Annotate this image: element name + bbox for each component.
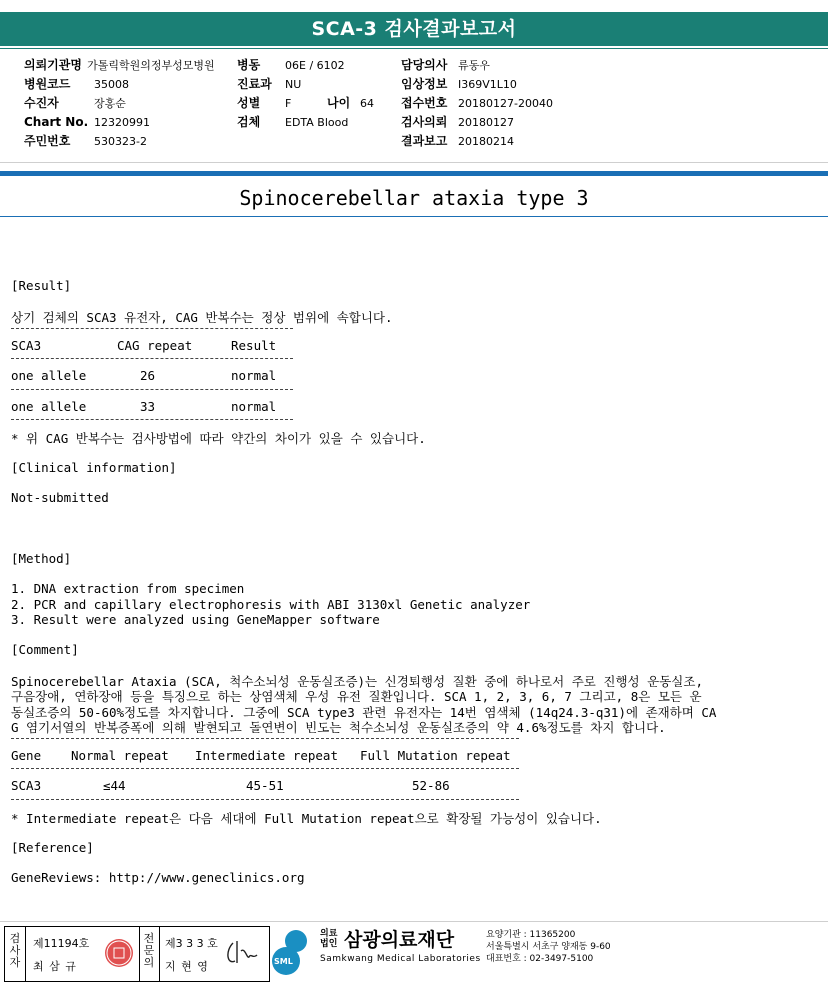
- row2-result: normal: [231, 399, 277, 414]
- col-header-intermediate: Intermediate repeat: [195, 748, 338, 763]
- label-hospital-code: 병원코드: [24, 77, 71, 91]
- col-header-normal: Normal repeat: [71, 748, 169, 763]
- row2-allele: one allele: [11, 399, 87, 414]
- report-title-bar: [0, 12, 828, 46]
- label-hospital: 의뢰기관명: [24, 58, 82, 72]
- label-specimen: 검체: [237, 115, 261, 129]
- comment-line-2: 구음장애, 연하장애 등을 특징으로 하는 상염색체 우성 유전 질환입니다. SCA 1, 2, 3, 6, 7 그리고, 8은 모든 운: [11, 689, 702, 704]
- value-hospital: 가톨릭학원의정부성모병원: [87, 59, 215, 72]
- comment-line-4: G 염기서열의 반복증폭에 의해 발현되고 돌연변이 빈도는 척수소뇌성 운동실조증의 약 4.6%정도를 차지 합니다.: [11, 720, 666, 735]
- org-phone: 대표번호 : 02-3497-5100: [486, 954, 594, 964]
- reviewer-label: 전문의: [143, 932, 155, 969]
- row1-cag: 26: [140, 368, 156, 383]
- comment-heading: [Comment]: [11, 642, 79, 657]
- label-sex: 성별: [237, 96, 261, 110]
- range-full-mutation: 52-86: [412, 778, 450, 793]
- label-doctor: 담당의사: [401, 58, 448, 72]
- section-divider: [0, 171, 828, 176]
- label-department: 진료과: [237, 77, 272, 91]
- method-item-1: 1. DNA extraction from specimen: [11, 581, 245, 596]
- value-request-date: 20180127: [458, 116, 514, 129]
- row2-cag: 33: [140, 399, 156, 414]
- handwritten-signature: [223, 937, 261, 969]
- examiner-label: 검사자: [9, 932, 21, 969]
- footer-divider: [0, 921, 828, 922]
- reviewer-name: 지 현 영: [165, 960, 209, 973]
- row1-allele: one allele: [11, 368, 87, 383]
- table-divider: [11, 419, 293, 420]
- signature-box: [4, 926, 270, 982]
- result-note: * 위 CAG 반복수는 검사방법에 따라 약간의 차이가 있을 수 있습니다.: [11, 431, 426, 446]
- label-ward: 병동: [237, 58, 261, 72]
- reviewer-license: 제3 3 3 호: [165, 937, 218, 950]
- org-institution-code: 요양기관 : 11365200: [486, 930, 576, 940]
- row1-result: normal: [231, 368, 277, 383]
- value-ward: 06E / 6102: [285, 59, 345, 72]
- test-name-heading: Spinocerebellar ataxia type 3: [239, 186, 589, 210]
- org-address: 서울특별시 서초구 양재동 9-60: [486, 942, 611, 952]
- label-patient: 수진자: [24, 96, 59, 110]
- table-divider: [11, 328, 293, 329]
- comment-note: * Intermediate repeat은 다음 세대에 Full Mutation repeat으로 확장될 가능성이 있습니다.: [11, 811, 602, 826]
- label-age: 나이: [327, 96, 351, 110]
- col-header-gene: SCA3: [11, 338, 42, 353]
- comment-line-1: Spinocerebellar Ataxia (SCA, 척수소뇌성 운동실조증)는 신경퇴행성 질환 중에 하나로서 주로 진행성 운동실조,: [11, 674, 703, 689]
- logo-badge-text: SML: [274, 957, 293, 966]
- col-header-full-mutation: Full Mutation repeat: [360, 748, 511, 763]
- table-divider: [11, 738, 519, 739]
- range-normal: ≤44: [103, 778, 126, 793]
- official-seal: [105, 939, 133, 967]
- value-specimen: EDTA Blood: [285, 116, 349, 129]
- value-sex: F: [285, 97, 292, 110]
- value-age: 64: [360, 97, 374, 110]
- value-hospital-code: 35008: [94, 78, 129, 91]
- col-header-gene: Gene: [11, 748, 42, 763]
- table-divider: [11, 389, 293, 390]
- label-chart-no: Chart No.: [24, 115, 89, 129]
- table-divider: [11, 768, 519, 769]
- range-gene: SCA3: [11, 778, 42, 793]
- org-prefix: 의료법인: [320, 929, 338, 949]
- value-chart-no: 12320991: [94, 116, 150, 129]
- patient-info-header: [0, 50, 828, 163]
- org-name: 삼광의료재단: [344, 929, 455, 951]
- sml-logo-icon: [270, 927, 320, 977]
- clinical-text: Not-submitted: [11, 490, 109, 505]
- clinical-heading: [Clinical information]: [11, 460, 177, 475]
- col-header-cag: CAG repeat: [117, 338, 193, 353]
- reference-text: GeneReviews: http://www.geneclinics.org: [11, 870, 305, 885]
- info-column-1: [24, 54, 215, 149]
- result-summary: 상기 검체의 SCA3 유전자, CAG 반복수는 정상 범위에 속합니다.: [11, 310, 393, 325]
- org-info: [486, 929, 611, 965]
- examiner-name: 최 삼 규: [33, 960, 77, 973]
- info-column-3: [401, 54, 553, 149]
- method-heading: [Method]: [11, 551, 72, 566]
- value-department: NU: [285, 78, 302, 91]
- value-receipt-no: 20180127-20040: [458, 97, 553, 110]
- label-id-number: 주민번호: [24, 134, 71, 148]
- method-item-2: 2. PCR and capillary electrophoresis with ABI 3130xl Genetic analyzer: [11, 597, 531, 612]
- table-divider: [11, 358, 293, 359]
- value-id-number: 530323-2: [94, 135, 147, 148]
- table-divider: [11, 799, 519, 800]
- comment-line-3: 동실조증의 50-60%정도를 차지합니다. 그중에 SCA type3 관련 유전자는 14번 염색체 (14q24.3-q31)에 존재하며 CA: [11, 705, 717, 720]
- label-report-date: 결과보고: [401, 134, 448, 148]
- method-item-3: 3. Result were analyzed using GeneMapper software: [11, 612, 380, 627]
- col-header-result: Result: [231, 338, 277, 353]
- label-clinical-info: 임상정보: [401, 77, 448, 91]
- info-column-2: [237, 54, 374, 130]
- range-intermediate: 45-51: [246, 778, 284, 793]
- result-heading: [Result]: [11, 278, 72, 293]
- report-title: SCA-3 검사결과보고서: [311, 18, 517, 40]
- value-report-date: 20180214: [458, 135, 514, 148]
- label-request-date: 검사의뢰: [401, 115, 448, 129]
- value-clinical-info: I369V1L10: [458, 78, 517, 91]
- value-patient: 장홍순: [94, 97, 126, 110]
- label-receipt-no: 접수번호: [401, 96, 448, 110]
- org-english-name: Samkwang Medical Laboratories: [320, 954, 481, 964]
- examiner-license: 제11194호: [33, 937, 90, 950]
- value-doctor: 류동우: [458, 59, 490, 72]
- title-underline: [0, 216, 828, 217]
- reference-heading: [Reference]: [11, 840, 94, 855]
